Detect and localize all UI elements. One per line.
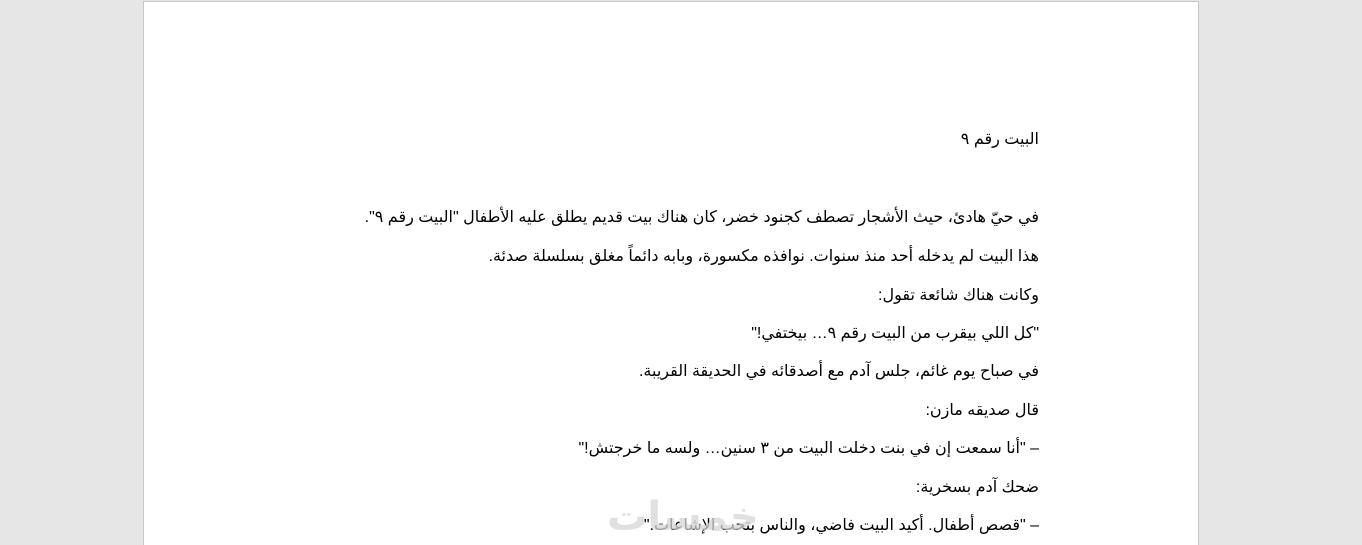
paragraph-7: – "أنا سمعت إن في بنت دخلت البيت من ٣ سنين… ولسه ما خرجتش!" <box>578 440 1039 457</box>
paragraph-4: "كل اللي بيقرب من البيت رقم ٩… بيختفي!" <box>751 325 1039 342</box>
document-title: البيت رقم ٩ <box>960 131 1039 148</box>
paragraph-6: قال صديقه مازن: <box>925 402 1039 419</box>
watermark-text: خمسات <box>607 494 759 536</box>
document-page[interactable] <box>143 1 1199 545</box>
paragraph-3: وكانت هناك شائعة تقول: <box>878 287 1039 304</box>
paragraph-5: في صباح يوم غائم، جلس آدم مع أصدقائه في الحديقة القريبة. <box>638 363 1039 380</box>
paragraph-1: في حيّ هادئ، حيث الأشجار تصطف كجنود خضر، كان هناك بيت قديم يطلق عليه الأطفال "البيت رقم ٩". <box>364 209 1039 226</box>
paragraph-8: ضحك آدم بسخرية: <box>915 479 1039 496</box>
paragraph-2: هذا البيت لم يدخله أحد منذ سنوات. نوافذه مكسورة، وبابه دائماً مغلق بسلسلة صدئة. <box>488 248 1039 265</box>
paragraph-9: – "قصص أطفال. أكيد البيت فاضي، والناس بتحب الإشاعات." <box>643 517 1039 534</box>
